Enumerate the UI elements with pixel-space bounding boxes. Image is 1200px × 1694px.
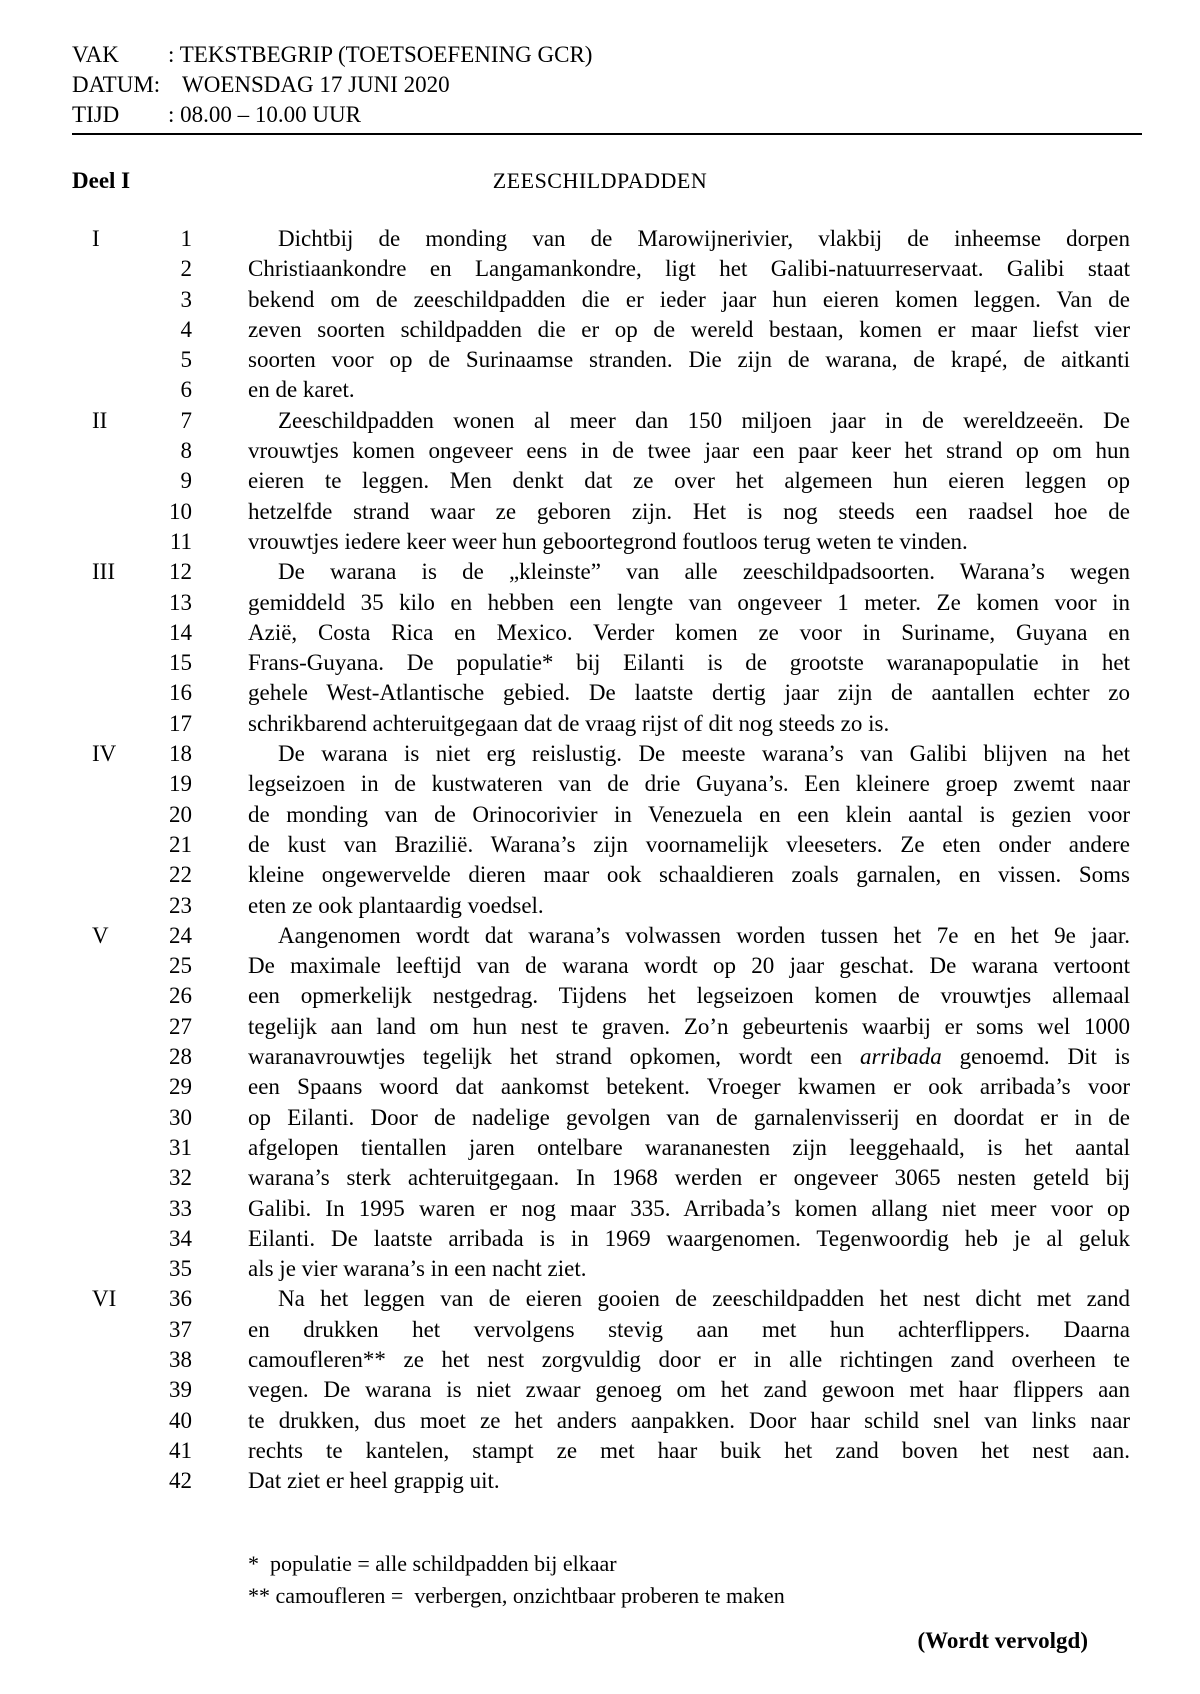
text-line — [0, 1072, 1200, 1102]
text-line — [0, 830, 1200, 860]
line-number: 40 — [169, 1407, 192, 1433]
line-text: en de karet. — [248, 377, 355, 403]
text-line — [0, 1163, 1200, 1193]
text-line — [0, 1375, 1200, 1405]
tijd-value: : 08.00 – 10.00 UUR — [168, 102, 361, 127]
line-number: 26 — [169, 983, 192, 1009]
line-number: 8 — [180, 438, 192, 464]
line-text: de kust van Brazilië. Warana’s zijn voornamelijk vleeseters. Ze eten onder andere — [248, 831, 1130, 857]
line-number: 5 — [180, 347, 192, 373]
header-datum-row — [72, 70, 1142, 100]
line-number: 17 — [169, 710, 192, 736]
line-text: tegelijk aan land om hun nest te graven. Zo’n gebeurtenis waarbij er soms wel 1000 — [248, 1013, 1130, 1039]
text-line — [0, 1284, 1200, 1314]
line-number: 6 — [180, 377, 192, 403]
paragraph-number: V — [92, 922, 109, 948]
paragraph-number: IV — [92, 741, 117, 767]
line-text: waranavrouwtjes tegelijk het strand opkomen, wordt een arribada genoemd. Dit is — [248, 1044, 1130, 1070]
text-line — [0, 406, 1200, 436]
line-text: de monding van de Orinocorivier in Venezuela en een klein aantal is gezien voor — [248, 801, 1130, 827]
paragraph-number: I — [92, 226, 100, 251]
line-number: 18 — [169, 741, 192, 767]
line-number: 4 — [180, 316, 192, 342]
text-line — [0, 497, 1200, 527]
line-number: 32 — [169, 1165, 192, 1191]
text-body — [0, 224, 1200, 1496]
text-line — [0, 224, 1200, 254]
line-text: Frans-Guyana. De populatie* bij Eilanti is de grootste waranapopulatie in het — [248, 650, 1130, 676]
line-text: Dat ziet er heel grappig uit. — [248, 1468, 500, 1494]
line-text: gehele West-Atlantische gebied. De laatste dertig jaar zijn de aantallen echter zo — [248, 680, 1130, 706]
text-line — [0, 739, 1200, 769]
line-text: gemiddeld 35 kilo en hebben een lengte van ongeveer 1 meter. Ze komen voor in — [248, 589, 1130, 615]
text-line — [0, 1042, 1200, 1072]
text-line — [0, 921, 1200, 951]
line-number: 30 — [169, 1104, 192, 1130]
line-number: 22 — [169, 862, 192, 888]
line-number: 27 — [169, 1013, 192, 1039]
continued-note: (Wordt vervolgd) — [917, 1628, 1088, 1653]
paragraph-number: VI — [92, 1286, 117, 1312]
text-line — [0, 1224, 1200, 1254]
text-line — [0, 648, 1200, 678]
line-number: 15 — [169, 650, 192, 676]
text-line — [0, 981, 1200, 1011]
line-number: 34 — [169, 1225, 192, 1251]
line-number: 29 — [169, 1074, 192, 1100]
vak-value: : TEKSTBEGRIP (TOETSOEFENING GCR) — [168, 42, 593, 67]
line-number: 28 — [169, 1044, 192, 1070]
text-line — [0, 466, 1200, 496]
line-text: bekend om de zeeschildpadden die er ieder jaar hun eieren komen leggen. Van de — [248, 286, 1130, 312]
line-number: 9 — [180, 468, 192, 494]
line-text: een opmerkelijk nestgedrag. Tijdens het legseizoen komen de vrouwtjes allemaal — [248, 983, 1130, 1009]
text-line — [0, 860, 1200, 890]
line-number: 7 — [180, 407, 192, 433]
line-text: Na het leggen van de eieren gooien de zeeschildpadden het nest dicht met zand — [278, 1286, 1130, 1312]
text-line — [0, 1406, 1200, 1436]
text-line — [0, 345, 1200, 375]
line-number: 19 — [169, 771, 192, 797]
line-text: Christiaankondre en Langamankondre, ligt het Galibi-natuurreservaat. Galibi staat — [248, 256, 1130, 282]
line-text: Aangenomen wordt dat warana’s volwassen worden tussen het 7e en het 9e jaar. — [278, 922, 1130, 948]
line-number: 23 — [169, 892, 192, 918]
line-text: Dichtbij de monding van de Marowijnerivier, vlakbij de inheemse dorpen — [278, 226, 1130, 251]
line-number: 11 — [169, 528, 192, 554]
line-number: 39 — [169, 1377, 192, 1403]
line-number: 36 — [169, 1286, 192, 1312]
line-number: 24 — [169, 922, 192, 948]
line-number: 21 — [169, 831, 192, 857]
line-number: 3 — [180, 286, 192, 312]
datum-value: WOENSDAG 17 JUNI 2020 — [182, 72, 450, 97]
line-text: hetzelfde strand waar ze geboren zijn. Het is nog steeds een raadsel hoe de — [248, 498, 1130, 524]
text-line — [0, 375, 1200, 405]
header-vak-row — [72, 40, 1142, 70]
line-number: 33 — [169, 1195, 192, 1221]
text-line — [0, 1315, 1200, 1345]
text-line — [0, 527, 1200, 557]
line-number: 38 — [169, 1346, 192, 1372]
vak-label: VAK — [72, 42, 119, 67]
line-text: vrouwtjes iedere keer weer hun geboortegrond foutloos terug weten te vinden. — [248, 528, 968, 554]
line-number: 31 — [169, 1134, 192, 1160]
line-text: afgelopen tientallen jaren ontelbare warananesten zijn leeggehaald, is het aantal — [248, 1134, 1130, 1160]
text-line — [0, 557, 1200, 587]
line-text: De warana is de „kleinste” van alle zeeschildpadsoorten. Warana’s wegen — [278, 559, 1130, 585]
line-number: 35 — [169, 1256, 192, 1282]
tijd-label: TIJD — [72, 102, 120, 127]
paragraph-number: II — [92, 407, 108, 433]
line-text: te drukken, dus moet ze het anders aanpakken. Door haar schild snel van links naar — [248, 1407, 1130, 1433]
footnote: ** camoufleren = verbergen, onzichtbaar proberen te maken — [248, 1583, 785, 1608]
line-number: 25 — [169, 953, 192, 979]
line-text: warana’s sterk achteruitgegaan. In 1968 werden er ongeveer 3065 nesten geteld bij — [248, 1165, 1130, 1191]
line-text: en drukken het vervolgens stevig aan met hun achterflippers. Daarna — [248, 1316, 1130, 1342]
text-line — [0, 1436, 1200, 1466]
line-text: op Eilanti. Door de nadelige gevolgen van de garnalenvisserij en doordat er in de — [248, 1104, 1130, 1130]
line-text: rechts te kantelen, stampt ze met haar buik het zand boven het nest aan. — [248, 1437, 1130, 1463]
text-line — [0, 1345, 1200, 1375]
footnotes — [248, 1548, 785, 1612]
header-tijd-row — [72, 100, 1142, 130]
line-number: 14 — [169, 619, 192, 645]
line-text: schrikbarend achteruitgegaan dat de vraag rijst of dit nog steeds zo is. — [248, 710, 890, 736]
line-text: eten ze ook plantaardig voedsel. — [248, 892, 544, 918]
paragraph-number: III — [92, 559, 115, 585]
text-line — [0, 1194, 1200, 1224]
datum-label: DATUM: — [72, 72, 161, 97]
line-text: een Spaans woord dat aankomst betekent. Vroeger kwamen er ook arribada’s voor — [248, 1074, 1130, 1100]
text-line — [0, 315, 1200, 345]
line-text: Zeeschildpadden wonen al meer dan 150 miljoen jaar in de wereldzeeën. De — [278, 407, 1130, 433]
line-text: legseizoen in de kustwateren van de drie Guyana’s. Een kleinere groep zwemt naar — [248, 771, 1130, 797]
text-line — [0, 1012, 1200, 1042]
text-line — [0, 709, 1200, 739]
exam-header — [72, 40, 1142, 130]
text-line — [0, 769, 1200, 799]
line-text: vegen. De warana is niet zwaar genoeg om het zand gewoon met haar flippers aan — [248, 1377, 1130, 1403]
text-line — [0, 1103, 1200, 1133]
line-text: camoufleren** ze het nest zorgvuldig door er in alle richtingen zand overheen te — [248, 1346, 1130, 1372]
line-text: Eilanti. De laatste arribada is in 1969 waargenomen. Tegenwoordig heb je al geluk — [248, 1225, 1130, 1251]
text-line — [0, 285, 1200, 315]
text-line — [0, 891, 1200, 921]
header-divider — [72, 133, 1142, 135]
text-line — [0, 1133, 1200, 1163]
section-label: Deel I — [72, 168, 131, 193]
line-number: 2 — [180, 256, 192, 282]
line-text: zeven soorten schildpadden die er op de wereld bestaan, komen er maar liefst vier — [248, 316, 1130, 342]
line-text: De maximale leeftijd van de warana wordt op 20 jaar geschat. De warana vertoont — [248, 953, 1130, 979]
line-number: 10 — [169, 498, 192, 524]
text-line — [0, 678, 1200, 708]
line-text: Azië, Costa Rica en Mexico. Verder komen ze voor in Suriname, Guyana en — [248, 619, 1130, 645]
text-line — [0, 254, 1200, 284]
line-number: 41 — [169, 1437, 192, 1463]
text-line — [0, 618, 1200, 648]
line-text: als je vier warana’s in een nacht ziet. — [248, 1256, 587, 1282]
text-line — [0, 436, 1200, 466]
line-text: vrouwtjes komen ongeveer eens in de twee jaar een paar keer het strand op om hun — [248, 438, 1130, 464]
text-line — [0, 800, 1200, 830]
line-number: 13 — [169, 589, 192, 615]
line-text: eieren te leggen. Men denkt dat ze over het algemeen hun eieren leggen op — [248, 468, 1130, 494]
line-text: Galibi. In 1995 waren er nog maar 335. Arribada’s komen allang niet meer voor op — [248, 1195, 1130, 1221]
line-number: 12 — [169, 559, 192, 585]
line-number: 16 — [169, 680, 192, 706]
page-title: ZEESCHILDPADDEN — [492, 168, 708, 193]
text-line — [0, 1466, 1200, 1496]
line-text: soorten voor op de Surinaamse stranden. Die zijn de warana, de krapé, de aitkanti — [248, 347, 1130, 373]
line-text: De warana is niet erg reislustig. De meeste warana’s van Galibi blijven na het — [278, 741, 1130, 767]
line-text: kleine ongewervelde dieren maar ook schaaldieren zoals garnalen, en vissen. Soms — [248, 862, 1130, 888]
line-number: 42 — [169, 1468, 192, 1494]
text-line — [0, 1254, 1200, 1284]
line-number: 20 — [169, 801, 192, 827]
line-number: 37 — [169, 1316, 192, 1342]
line-number: 1 — [180, 226, 192, 251]
text-line — [0, 588, 1200, 618]
text-line — [0, 951, 1200, 981]
footnote: * populatie = alle schildpadden bij elkaar — [248, 1551, 617, 1576]
